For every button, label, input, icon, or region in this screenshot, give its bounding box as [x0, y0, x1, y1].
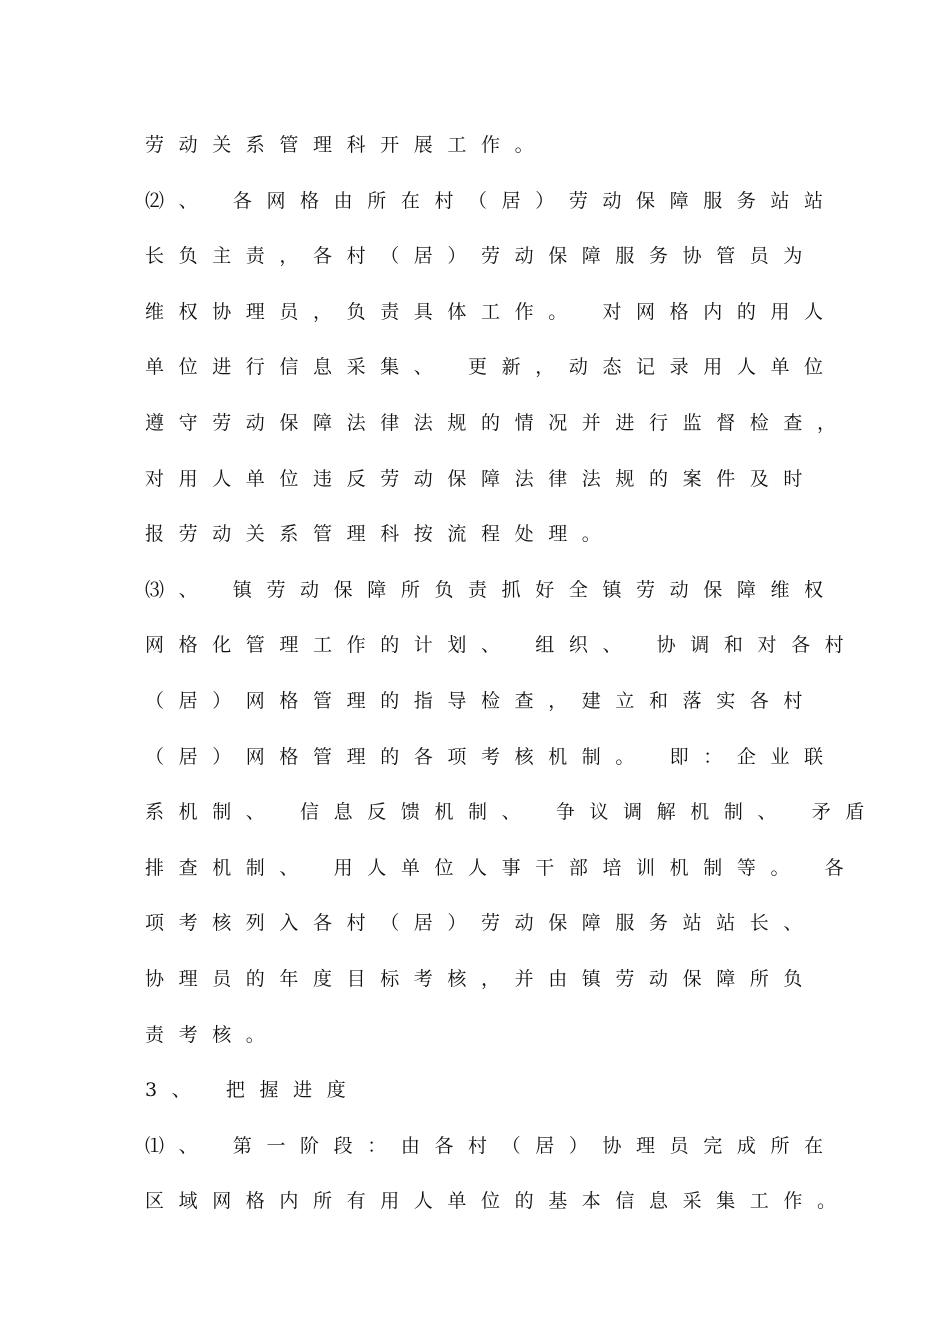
text-line: 长负主责，各村（居）劳动保障服务协管员为 [145, 245, 818, 268]
text-line: 维权协理员，负责具体工作。 对网格内的用人 [145, 300, 838, 323]
text-line: 责考核。 [145, 1023, 280, 1046]
text-line: 网格化管理工作的计划、 组织、 协调和对各村 [145, 634, 859, 657]
text-line: 项考核列入各村（居）劳动保障服务站站长、 [145, 912, 818, 935]
text-line: 区域网格内所有用人单位的基本信息采集工作。 [145, 1190, 851, 1213]
text-line: 劳动关系管理科开展工作。 [145, 134, 549, 156]
text-line: 排查机制、 用人单位人事干部培训机制等。 各 [145, 856, 859, 879]
text-line: 报劳动关系管理科按流程处理。 [145, 523, 616, 546]
text-line: 系机制、 信息反馈机制、 争议调解机制、 矛盾 [145, 801, 879, 824]
text-line: 协理员的年度目标考核，并由镇劳动保障所负 [145, 967, 818, 990]
text-line: （居）网格管理的各项考核机制。 即：企业联 [145, 745, 838, 768]
text-line: 3、 把握进度 [145, 1079, 361, 1102]
text-line: ⑵、 各网格由所在村（居）劳动保障服务站站 [145, 189, 838, 212]
text-line: （居）网格管理的指导检查，建立和落实各村 [145, 689, 818, 712]
text-line: 单位进行信息采集、 更新，动态记录用人单位 [145, 356, 838, 379]
document-body [145, 127, 879, 1239]
text-line: 对用人单位违反劳动保障法律法规的案件及时 [145, 467, 818, 490]
text-line: ⑴、 第一阶段：由各村（居）协理员完成所在 [145, 1134, 838, 1157]
text-line: 遵守劳动保障法律法规的情况并进行监督检查， [145, 411, 851, 434]
text-line: ⑶、 镇劳动保障所负责抓好全镇劳动保障维权 [145, 578, 838, 601]
